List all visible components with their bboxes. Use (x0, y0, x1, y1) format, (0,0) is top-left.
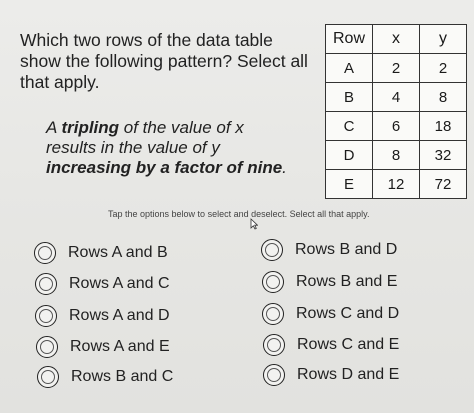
option-label: Rows B and E (296, 273, 398, 290)
table-header-row (326, 25, 467, 54)
option-rows-d-and-e[interactable] (263, 364, 399, 386)
table-header-row-col: Row (326, 25, 373, 54)
table-row (326, 83, 467, 112)
pattern-statement (46, 118, 296, 178)
option-label: Rows A and E (70, 338, 170, 355)
select-instruction: Tap the options below to select and deselect. Select all that apply. (108, 209, 370, 219)
radio-button[interactable] (34, 242, 56, 264)
table-cell: 8 (373, 141, 420, 170)
option-rows-c-and-d[interactable] (262, 303, 399, 325)
statement-factor: increasing by a factor of nine (46, 158, 283, 177)
option-rows-b-and-c[interactable] (37, 366, 173, 388)
table-cell: 8 (420, 83, 467, 112)
table-cell: 2 (373, 54, 420, 83)
radio-button[interactable] (263, 364, 285, 386)
option-label: Rows B and D (295, 241, 398, 258)
option-label: Rows A and C (69, 275, 170, 292)
option-label: Rows C and D (296, 305, 400, 322)
radio-button[interactable] (37, 366, 59, 388)
radio-button[interactable] (36, 336, 58, 358)
table-row (326, 170, 467, 199)
option-rows-a-and-c[interactable] (35, 273, 170, 295)
table-cell: 6 (373, 112, 420, 141)
option-rows-a-and-b[interactable] (34, 242, 168, 264)
table-row (326, 112, 467, 141)
radio-button[interactable] (262, 271, 284, 293)
table-header-x-col: x (373, 25, 420, 54)
table-cell: 12 (373, 170, 420, 199)
question-text: Which two rows of the data table show the following pattern? Select all that apply. (20, 30, 308, 92)
radio-button[interactable] (35, 273, 57, 295)
table-cell: A (326, 54, 373, 83)
option-label: Rows C and E (297, 336, 400, 353)
option-label: Rows D and E (297, 366, 400, 383)
radio-button[interactable] (262, 303, 284, 325)
option-rows-a-and-d[interactable] (35, 305, 170, 327)
table-cell: E (326, 170, 373, 199)
mouse-cursor-icon (250, 218, 258, 230)
statement-part-5: . (282, 158, 287, 177)
radio-button[interactable] (263, 334, 285, 356)
option-rows-b-and-d[interactable] (261, 239, 397, 261)
table-cell: 32 (420, 141, 467, 170)
statement-tripling: tripling (61, 118, 120, 137)
option-label: Rows A and D (69, 307, 170, 324)
option-rows-c-and-e[interactable] (263, 334, 399, 356)
table-cell: 72 (420, 170, 467, 199)
table-row (326, 141, 467, 170)
table-cell: B (326, 83, 373, 112)
table-header-y-col: y (420, 25, 467, 54)
option-rows-a-and-e[interactable] (36, 336, 170, 358)
table-cell: C (326, 112, 373, 141)
radio-button[interactable] (35, 305, 57, 327)
statement-part-3: of the value of x results in the value of y (46, 118, 244, 157)
radio-button[interactable] (261, 239, 283, 261)
option-label: Rows B and C (71, 368, 174, 385)
table-cell: 4 (373, 83, 420, 112)
data-table (325, 24, 467, 199)
table-cell: D (326, 141, 373, 170)
table-cell: 2 (420, 54, 467, 83)
option-label: Rows A and B (68, 244, 168, 261)
statement-part-1: A (46, 118, 62, 137)
option-rows-b-and-e[interactable] (262, 271, 397, 293)
table-cell: 18 (420, 112, 467, 141)
table-row (326, 54, 467, 83)
